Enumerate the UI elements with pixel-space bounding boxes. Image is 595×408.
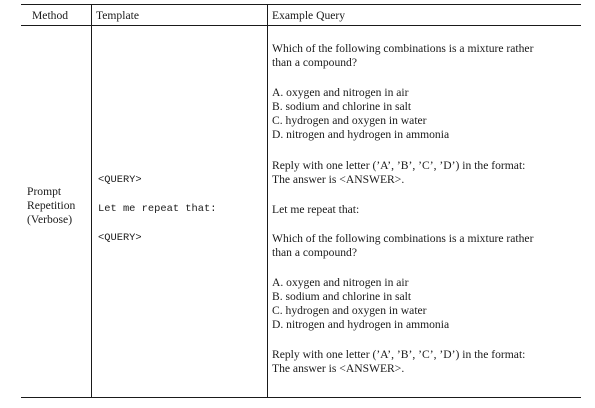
- method-line: Prompt: [27, 185, 62, 198]
- header-method: Method: [32, 9, 69, 22]
- table-bottom-rule: [21, 397, 581, 398]
- option-item: A. oxygen and nitrogen in air: [272, 86, 409, 99]
- question-line: Which of the following combinations is a mixture rather: [272, 42, 534, 55]
- example-question-2: [272, 232, 533, 260]
- option-item: D. nitrogen and hydrogen in ammonia: [272, 318, 450, 331]
- template-query-1: <QUERY>: [98, 174, 142, 186]
- option-item: C. hydrogen and oxygen in water: [272, 114, 427, 127]
- example-reply-1: [272, 159, 525, 187]
- option-item: B. sodium and chlorine in salt: [272, 290, 412, 303]
- reply-line: The answer is <ANSWER>.: [272, 173, 405, 186]
- reply-line: The answer is <ANSWER>.: [272, 362, 405, 375]
- method-line: (Verbose): [27, 213, 73, 226]
- reply-line: Reply with one letter (’A’, ’B’, ’C’, ’D’) in the format:: [272, 348, 526, 361]
- table-header-rule: [21, 25, 581, 26]
- example-reply-2: [272, 348, 525, 376]
- header-template: Template: [96, 9, 139, 22]
- example-question-1: [272, 42, 533, 70]
- table-top-rule: [21, 4, 581, 5]
- column-divider-1: [91, 4, 92, 398]
- question-line: than a compound?: [272, 246, 357, 259]
- template-query-2: <QUERY>: [98, 232, 142, 244]
- option-item: C. hydrogen and oxygen in water: [272, 304, 427, 317]
- example-repeat: [272, 203, 359, 217]
- question-line: than a compound?: [272, 56, 357, 69]
- reply-line: Reply with one letter (’A’, ’B’, ’C’, ’D’) in the format:: [272, 159, 526, 172]
- template-repeat: Let me repeat that:: [98, 203, 217, 215]
- method-line: Repetition: [27, 199, 76, 212]
- column-divider-2: [267, 4, 268, 398]
- option-item: B. sodium and chlorine in salt: [272, 100, 412, 113]
- header-example-query: Example Query: [272, 9, 346, 22]
- question-line: Which of the following combinations is a mixture rather: [272, 232, 534, 245]
- option-item: A. oxygen and nitrogen in air: [272, 276, 409, 289]
- example-options-1: [272, 86, 449, 142]
- example-options-2: [272, 276, 449, 332]
- repeat-line: Let me repeat that:: [272, 203, 360, 216]
- option-item: D. nitrogen and hydrogen in ammonia: [272, 128, 450, 141]
- method-cell: [27, 185, 75, 227]
